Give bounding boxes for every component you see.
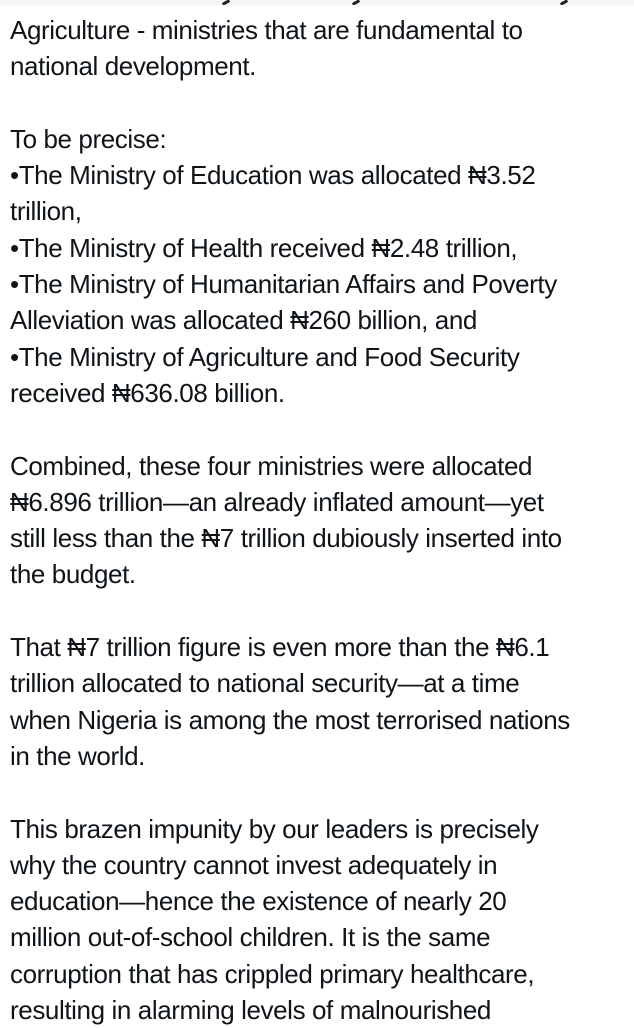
cropped-character-fragment xyxy=(352,0,360,5)
paragraph xyxy=(10,121,624,411)
text-line: That ₦7 trillion figure is even more than the ₦6.1 xyxy=(10,632,550,663)
text-line: corruption that has crippled primary healthcare, xyxy=(10,958,535,989)
text-line: •The Ministry of Agriculture and Food Security xyxy=(10,341,520,372)
text-line: trillion, xyxy=(10,196,82,227)
text-line: To be precise: xyxy=(10,123,167,154)
text-line: received ₦636.08 billion. xyxy=(10,377,285,408)
paragraph xyxy=(10,811,624,1028)
text-line: •The Ministry of Humanitarian Affairs and Poverty xyxy=(10,269,557,300)
text-line: Alleviation was allocated ₦260 billion, and xyxy=(10,305,477,336)
text-line: the budget. xyxy=(10,559,136,590)
text-line: million out-of-school children. It is the same xyxy=(10,922,491,953)
paragraph xyxy=(10,629,624,774)
text-line: •The Ministry of Health received ₦2.48 trillion, xyxy=(10,232,518,263)
post-text xyxy=(0,5,634,1028)
cropped-character-fragment xyxy=(560,0,568,5)
text-line: Agriculture - ministries that are fundamental to xyxy=(10,15,523,45)
text-line: when Nigeria is among the most terrorised nations xyxy=(10,704,570,735)
text-line: education—hence the existence of nearly 20 xyxy=(10,886,507,917)
cropped-top-line xyxy=(0,0,634,5)
text-line: ₦6.896 trillion—an already inflated amount—yet xyxy=(10,486,544,517)
text-line: resulting in alarming levels of malnourished xyxy=(10,995,491,1026)
text-line: •The Ministry of Education was allocated ₦3.52 xyxy=(10,160,536,191)
paragraph xyxy=(10,12,624,85)
paragraph xyxy=(10,448,624,593)
cropped-character-fragment xyxy=(222,0,230,5)
text-line: Combined, these four ministries were allocated xyxy=(10,450,533,481)
text-line: why the country cannot invest adequately in xyxy=(10,849,498,880)
text-line: national development. xyxy=(10,51,257,82)
text-line: in the world. xyxy=(10,740,145,771)
text-line: trillion allocated to national security—at a time xyxy=(10,668,520,699)
text-line: This brazen impunity by our leaders is precisely xyxy=(10,813,539,844)
text-line: still less than the ₦7 trillion dubiously inserted into xyxy=(10,523,562,554)
